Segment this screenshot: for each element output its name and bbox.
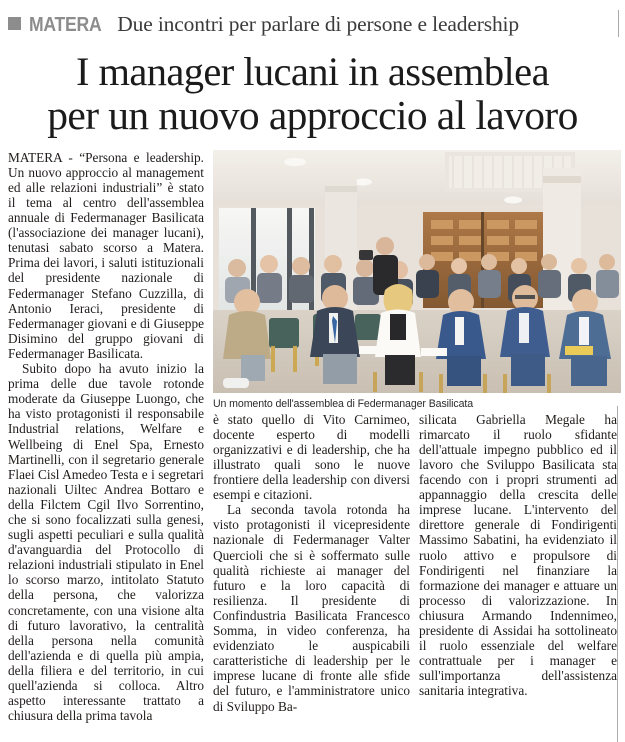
article-figure [213,150,621,411]
kicker-end-rule [618,10,619,37]
headline-line-1: I manager lucani in assemblea [76,49,549,94]
article-column-1 [8,150,204,724]
assembly-photo [213,150,621,393]
article-body [8,150,617,742]
square-bullet-icon [8,17,21,30]
kicker-city-label: MATERA [29,14,102,36]
article-column-3 [419,412,617,699]
paragraph: silicata Gabriella Megale ha rimarcato il ruolo sfidante dell'attuale impegno pubblico ed il lavoro che Sviluppo Basilicata sta facendo con i propri strumenti ad appannaggio della crescita delle imprese lucane. L'intervento del direttore generale di Fondirigenti Massimo Sabatini, ha evidenziato il ruolo attivo e propulsore di Fondirigenti nel finanziare la formazione dei manager e attuare un processo di valorizzazione. In chiusura Armando Indennimeo, presidente di Assidai ha sottolineato il ruolo essenziale del welfare contrattuale per i manager e sull'importanza dell'assistenza sanitaria integrativa. [419,411,617,699]
paragraph: La seconda tavola rotonda ha visto protagonisti il vicepresidente nazionale di Federmanager Valter Quercioli che si è soffermato sulle qualità richieste ai manager del futuro e la loro capacità di resilienza. Il presidente di Confindustria Basilicata Francesco Somma, in video conferenza, ha evidenziato le auspicabili caratteristiche di leadership per le imprese lucane di fronte alle sfide del futuro, e l'amministratore unico di Sviluppo Ba- [213,502,410,714]
paragraph: MATERA - “Persona e leadership. Un nuovo approccio al management ed alle relazioni industriali” è stato il tema al centro dell'assemblea annuale di Federmanager Basilicata (l'associazione dei manager lucani), tenutasi sabato scorso a Matera. Prima dei lavori, i saluti istituzionali del presidente nazionale di Federmanager Stefano Cuzzilla, di Antonio Ieraci, presidente di Federmanager giovani e di Giuseppe Disimino del gruppo giovani di Federmanager Basilicata. [8,149,204,361]
article-column-2 [213,412,410,714]
page-title [8,50,617,138]
right-column-rule [617,406,618,742]
paragraph: è stato quello di Vito Carnimeo, docente esperto di modelli organizzativi e di leadership, che ha illustrato quali sono le nuove frontiere della leadership con diversi esempi e citazioni. [213,411,410,503]
paragraph: Subito dopo ha avuto inizio la prima delle due tavole rotonde moderate da Giuseppe Luongo, che ha visto protagonisti il responsabile Industrial relations, Welfare e Wellbeing di Enel Spa, Ernesto Martinelli, con il segretario generale Flaei Cisl Amedeo Testa e i segretari nazionali Uiltec Andrea Bottaro e della Filctem Cgil Ilvo Sorrentino, che si sono focalizzati sulla genesi, sugli aspetti peculiari e sulla qualità d'avanguardia del Protocollo di relazioni industriali stipulato in Enel lo scorso marzo, intitolato Statuto della persona, che valorizza concretamente, con una visione alta di futuro lavorativo, la centralità della persona nella comunità dell'azienda e di quella più ampia, della filiera e del territorio, in cui quell'azienda si colloca. Altro aspetto interessante trattato a chiusura della prima tavola [8,361,204,724]
kicker [8,0,617,46]
headline-line-2: per un nuovo approccio al lavoro [47,92,578,139]
kicker-subhead: Due incontri per parlare di persone e leadership [117,12,519,36]
figure-caption: Un momento dell'assemblea di Federmanager Basilicata [213,397,474,410]
